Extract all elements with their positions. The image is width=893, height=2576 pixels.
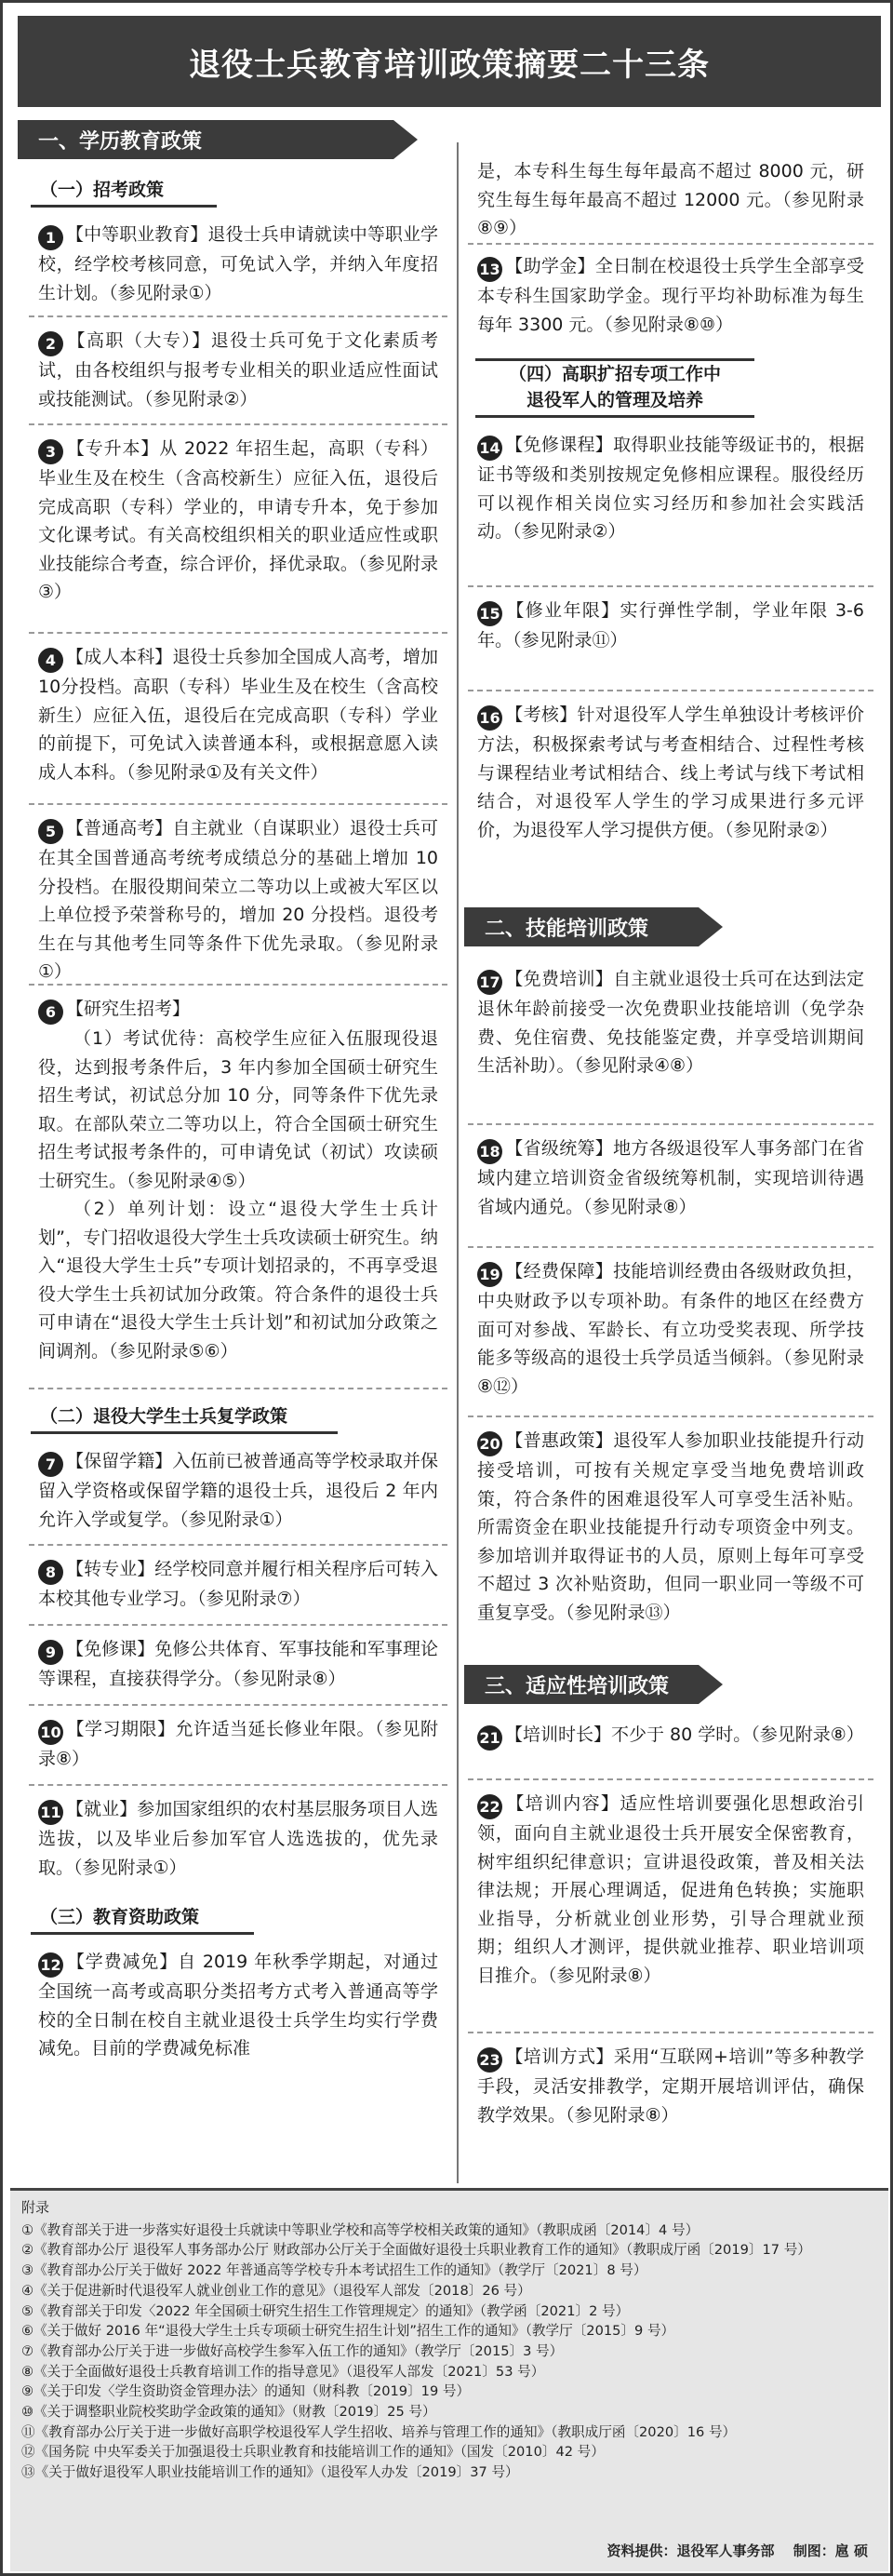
item-number-badge: 10 [38, 1720, 63, 1745]
item-text: 【成人本科】退役士兵参加全国成人高考，增加10分投档。高职（专科）毕业生及在校生（含高校新生）应征入伍，退役后在完成高职（专科）学业的前提下，可免试入读普通本科，或根据意愿入读成人本科。（参见附录①及有关文件） [38, 647, 438, 783]
item-text: 【考核】针对退役军人学生单独设计考核评价方法，积极探索考试与考查相结合、过程性考核与课程结业考试相结合、线上考试与线下考试相结合，对退役军人学生的学习成果进行多元评价，为退役军人学习提供方便。（参见附录②） [477, 704, 864, 840]
appendix-heading: 附录 [21, 2199, 50, 2216]
item-text: 【保留学籍】入伍前已被普通高等学校录取并保留入学资格或保留学籍的退役士兵，退役后 2 年内允许入学或复学。（参见附录①） [38, 1451, 438, 1530]
subsection-title-line1: （四）高职扩招专项工作中 [508, 364, 721, 384]
appendix-entry: ④《关于促进新时代退役军人就业创业工作的意见》（退役军人部发〔2018〕26 号） [21, 2282, 531, 2299]
item-number-badge: 2 [38, 331, 63, 356]
policy-item-7 [29, 1442, 447, 1546]
item-text: 是，本专科生每生每年最高不超过 8000 元，研究生每生每年最高不超过 12000 元。（参见附录⑧⑨） [477, 161, 864, 238]
policy-item-14 [468, 425, 873, 587]
item-paragraph-exam-benefit: （1）考试优待：高校学生应征入伍服现役退役，达到报考条件后，3 年内参加全国硕士研究生招生考试，初试总分加 10 分，同等条件下优先录取。在部队荣立二等功以上，符合全国硕士研究生招生考试报考条件的，可申请免试（初试）攻读硕士研究生。（参见附录④⑤） [38, 1028, 438, 1191]
item-text: 【修业年限】实行弹性学制，学业年限 3-6 年。（参见附录⑪） [477, 600, 864, 651]
item-text: 【就业】参加国家组织的农村基层服务项目人选选拔，以及毕业后参加军官人选选拔的，优先录取。（参见附录①） [38, 1799, 438, 1878]
appendix-entry: ⑤《教育部关于印发〈2022 年全国硕士研究生招生工作管理规定〉的通知》（教学函〔2021〕2 号） [21, 2302, 630, 2319]
item-number-badge: 19 [477, 1262, 502, 1287]
policy-item-17 [468, 959, 873, 1125]
policy-item-20 [468, 1421, 873, 1665]
policy-item-1 [29, 215, 447, 317]
policy-item-16 [468, 695, 873, 898]
item-text: 【培训内容】适应性培训要强化思想政治引领，面向自主就业退役士兵开展安全保密教育，树牢组织纪律意识；宣讲退役政策，普及相关法律法规；开展心理调适，促进角色转换；实施职业指导，分析就业创业形势，引导合理就业预期；组织人才测评，提供就业推荐、职业培训项目推介。（参见附录⑧） [477, 1793, 864, 1986]
policy-item-21 [468, 1715, 873, 1780]
subsection-financial-aid: （三）教育资助政策 [31, 1899, 254, 1935]
item-text: 【学习期限】允许适当延长修业年限。（参见附录⑧） [38, 1719, 438, 1769]
policy-item-4 [29, 637, 447, 805]
appendix-entry: ⑧《关于全面做好退役士兵教育培训工作的指导意见》（退役军人部发〔2021〕53 号） [21, 2363, 545, 2380]
appendix-entry: ⑪《教育部办公厅关于进一步做好高职学校退役军人学生招收、培养与管理工作的通知》（教职成厅函〔2020〕16 号） [21, 2423, 737, 2440]
policy-item-10 [29, 1710, 447, 1786]
policy-item-18 [468, 1129, 873, 1248]
appendix-entry: ⑨《关于印发〈学生资助资金管理办法〉的通知（财科教〔2019〕19 号） [21, 2383, 471, 2400]
appendix-list [21, 2220, 877, 2483]
item-number-badge: 8 [38, 1560, 63, 1585]
policy-item-2 [29, 321, 447, 425]
section-header-skills: 二、技能培训政策 [464, 907, 699, 946]
policy-item-3 [29, 429, 447, 634]
section-header-adaptive: 三、适应性培训政策 [464, 1665, 699, 1704]
appendix-entry: ②《教育部办公厅 退役军人事务部办公厅 财政部办公厅关于全面做好退役士兵职业教育工作的通知》（教职成厅函〔2019〕17 号） [21, 2242, 811, 2259]
appendix-panel [10, 2188, 888, 2571]
item-text: 【中等职业教育】退役士兵申请就读中等职业学校，经学校考核同意，可免试入学，并纳入年度招生计划。（参见附录①） [38, 224, 438, 303]
item-text: 【培训方式】采用“互联网+培训”等多种教学手段，灵活安排教学，定期开展培训评估，确保教学效果。（参见附录⑧） [477, 2046, 864, 2126]
item-number-badge: 21 [477, 1725, 502, 1751]
credit-line: 资料提供：退役军人事务部 制图：扈 硕 [606, 2542, 868, 2560]
item-number-badge: 20 [477, 1431, 502, 1456]
item-text: 【免修课程】取得职业技能等级证书的，根据证书等级和类别按规定免修相应课程。服役经历可以视作相关岗位实习经历和参加社会实践活动。（参见附录②） [477, 435, 864, 542]
page-title: 退役士兵教育培训政策摘要二十三条 [18, 16, 881, 107]
policy-item-22 [468, 1784, 873, 2033]
policy-item-9 [29, 1630, 447, 1706]
appendix-entry: ⑩《关于调整职业院校奖助学金政策的通知》（财教〔2019〕25 号） [21, 2404, 436, 2421]
item-number-badge: 6 [38, 1000, 63, 1025]
item-number-badge: 4 [38, 648, 63, 673]
subsection-vocational-expansion [475, 358, 754, 418]
appendix-entry: ⑫《国务院 中央军委关于加强退役士兵职业教育和技能培训工作的通知》（国发〔2010〕42 号） [21, 2444, 605, 2461]
item-number-badge: 16 [477, 705, 502, 731]
item-text: 【免费培训】自主就业退役士兵可在达到法定退休年龄前接受一次免费职业技能培训（免学杂费、免住宿费、免技能鉴定费，并享受培训期间生活补助）。（参见附录④⑧） [477, 969, 864, 1076]
item-text: 【免修课】免修公共体育、军事技能和军事理论等课程，直接获得学分。（参见附录⑧） [38, 1639, 438, 1689]
item-number-badge: 9 [38, 1640, 63, 1665]
subsection-admission: （一）招考政策 [31, 172, 217, 208]
item-number-badge: 11 [38, 1800, 63, 1825]
appendix-entry: ⑬《关于做好退役军人职业技能培训工作的通知》（退役军人办发〔2019〕37 号） [21, 2464, 519, 2481]
item-text: 【转专业】经学校同意并履行相关程序后可转入本校其他专业学习。（参见附录⑦） [38, 1559, 438, 1609]
item-number-badge: 1 [38, 225, 63, 250]
subsection-title-line2: 退役军人的管理及培养 [526, 390, 703, 410]
policy-item-5 [29, 809, 447, 986]
appendix-entry: ⑥《关于做好 2016 年“退役大学生士兵专项硕士研究生招生计划”招生工作的通知》（教学厅〔2015〕9 号） [21, 2323, 675, 2340]
item-text: 【学费减免】自 2019 年秋季学期起，对通过全国统一高考或高职分类招考方式考入普通高等学校的全日制在校自主就业退役士兵学生均实行学费减免。目前的学费减免标准 [38, 1952, 438, 2059]
item-paragraph-separate-plan: （2）单列计划：设立“退役大学生士兵计划”，专门招收退役大学生士兵攻读硕士研究生。纳入“退役大学生士兵”专项计划招录的，不再享受退役大学生士兵初试加分政策。符合条件的退役士兵可申请在“退役大学生士兵计划”和初试加分政策之间调剂。（参见附录⑤⑥） [38, 1199, 438, 1362]
item-number-badge: 17 [477, 970, 502, 995]
policy-item-11 [29, 1790, 447, 1892]
policy-item-15 [468, 591, 873, 691]
policy-item-6 [29, 989, 447, 1389]
appendix-entry: ⑦《教育部办公厅关于进一步做好高校学生参军入伍工作的通知》（教学厅〔2015〕3 号） [21, 2342, 564, 2359]
item-number-badge: 5 [38, 819, 63, 844]
item-number-badge: 12 [38, 1952, 63, 1978]
item-number-badge: 18 [477, 1139, 502, 1164]
item-text: 【助学金】全日制在校退役士兵学生全部享受本专科生国家助学金。现行平均补助标准为每生每年 3300 元。（参见附录⑧⑩） [477, 256, 864, 335]
item-number-badge: 22 [477, 1794, 502, 1819]
policy-item-12 [29, 1942, 447, 2184]
item-text: 【高职（大专）】退役士兵可免于文化素质考试，由各校组织与报考专业相关的职业适应性面试或技能测试。（参见附录②） [38, 330, 438, 409]
column-divider [457, 142, 459, 2183]
item-number-badge: 13 [477, 257, 502, 282]
item-text: 【普惠政策】退役军人参加职业技能提升行动接受培训，可按有关规定享受当地免费培训政策，符合条件的困难退役军人可享受生活补贴。所需资金在职业技能提升行动专项资金中列支。参加培训并取得证书的人员，原则上每年可享受不超过 3 次补贴资助，但同一职业同一等级不可重复享受。（参见附录⑬） [477, 1430, 864, 1623]
section-header-academic: 一、学历教育政策 [18, 120, 393, 159]
item-text: 【经费保障】技能培训经费由各级财政负担，中央财政予以专项补助。有条件的地区在经费方面可对参战、军龄长、有立功受奖表现、所学技能多等级高的退役士兵学员适当倾斜。（参见附录⑧⑫） [477, 1261, 864, 1397]
policy-item-23 [468, 2037, 873, 2179]
policy-item-13 [468, 247, 873, 349]
item-text: 【培训时长】不少于 80 学时。（参见附录⑧） [505, 1724, 864, 1745]
item-number-badge: 7 [38, 1452, 63, 1477]
policy-item-19 [468, 1252, 873, 1417]
item-text: 【省级统筹】地方各级退役军人事务部门在省域内建立培训资金省级统筹机制，实现培训待遇省域内通兑。（参见附录⑧） [477, 1138, 864, 1217]
item-heading: 【研究生招考】 [66, 999, 191, 1019]
item-number-badge: 15 [477, 601, 502, 626]
appendix-entry: ③《教育部办公厅关于做好 2022 年普通高等学校专升本考试招生工作的通知》（教学厅〔2021〕8 号） [21, 2262, 647, 2279]
item-number-badge: 14 [477, 436, 502, 461]
policy-item-8 [29, 1550, 447, 1626]
subsection-resume-study: （二）退役大学生士兵复学政策 [31, 1399, 338, 1434]
item-text: 【普通高考】自主就业（自谋职业）退役士兵可在其全国普通高考统考成绩总分的基础上增加 10 分投档。在服役期间荣立二等功以上或被大军区以上单位授予荣誉称号的，增加 20 分投档。退役考生在与其他考生同等条件下优先录取。（参见附录①） [38, 818, 438, 982]
item-number-badge: 23 [477, 2047, 502, 2073]
policy-item-12-continued [468, 152, 873, 245]
item-text: 【专升本】从 2022 年招生起，高职（专科）毕业生及在校生（含高校新生）应征入伍，退役后完成高职（专科）学业的，申请专升本，免于参加文化课考试。有关高校组织相关的职业适应性或职业技能综合考查，综合评价，择优录取。（参见附录③） [38, 438, 438, 602]
appendix-entry: ①《教育部关于进一步落实好退役士兵就读中等职业学校和高等学校相关政策的通知》（教职成函〔2014〕4 号） [21, 2221, 700, 2238]
item-number-badge: 3 [38, 439, 63, 464]
